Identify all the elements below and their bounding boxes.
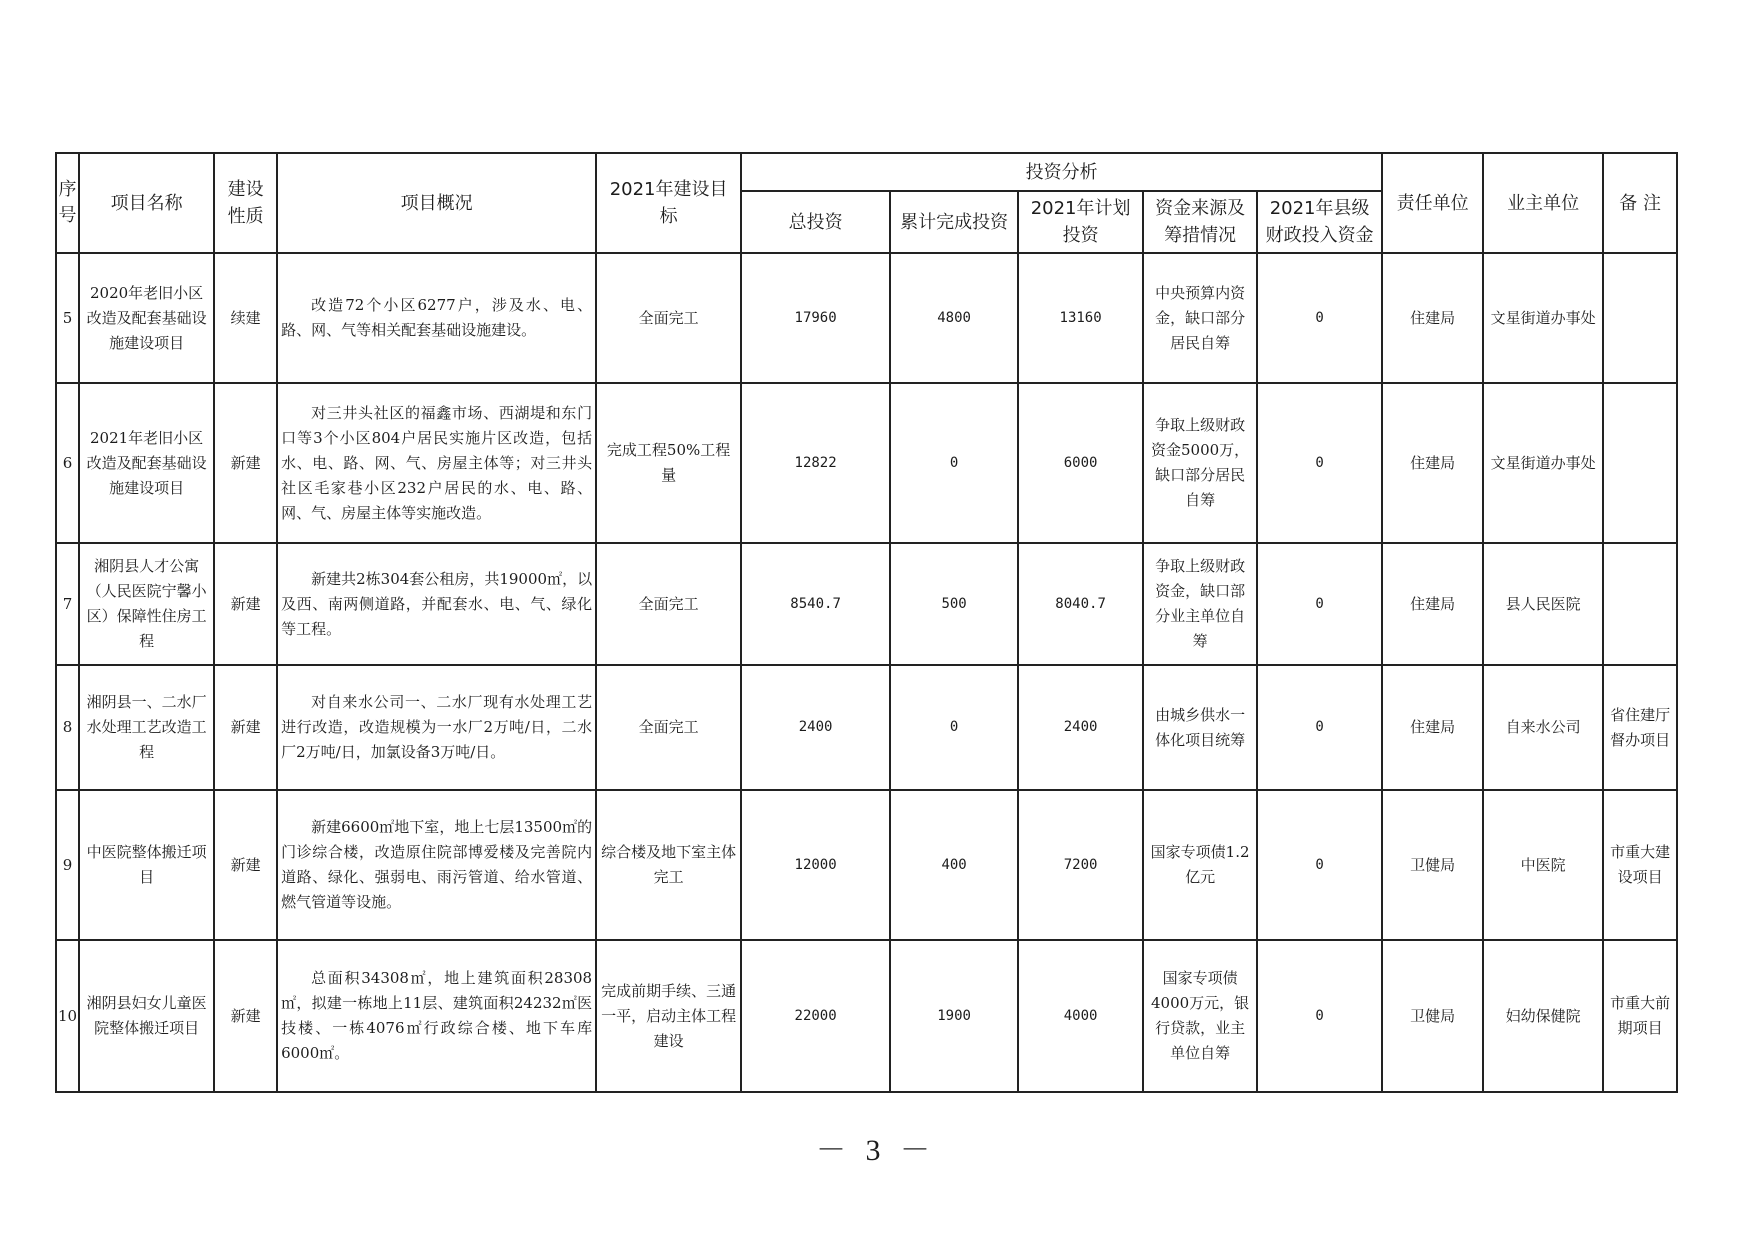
cell-plan-2021: 4000 xyxy=(1018,940,1143,1092)
cell-total: 22000 xyxy=(741,940,890,1092)
cell-total: 17960 xyxy=(741,253,890,383)
cell-responsible: 住建局 xyxy=(1382,253,1483,383)
cell-total: 8540.7 xyxy=(741,543,890,665)
header-plan-2021: 2021年计划投资 xyxy=(1018,191,1143,253)
cell-funding: 中央预算内资金，缺口部分居民自筹 xyxy=(1143,253,1257,383)
cell-nature: 新建 xyxy=(214,543,277,665)
header-nature: 建设性质 xyxy=(214,153,277,253)
cell-funding: 争取上级财政资金，缺口部分业主单位自筹 xyxy=(1143,543,1257,665)
cell-target: 综合楼及地下室主体完工 xyxy=(596,790,741,940)
header-target: 2021年建设目标 xyxy=(596,153,741,253)
cell-target: 完成前期手续、三通一平，启动主体工程建设 xyxy=(596,940,741,1092)
cell-owner: 县人民医院 xyxy=(1483,543,1603,665)
table-row xyxy=(56,543,1677,665)
cell-name: 湘阴县妇女儿童医院整体搬迁项目 xyxy=(79,940,214,1092)
cell-nature: 新建 xyxy=(214,790,277,940)
cell-cumulative: 500 xyxy=(890,543,1018,665)
cell-remarks xyxy=(1603,383,1677,543)
header-remarks: 备 注 xyxy=(1603,153,1677,253)
cell-seq: 9 xyxy=(56,790,79,940)
cell-county-fiscal: 0 xyxy=(1257,665,1382,790)
cell-owner: 自来水公司 xyxy=(1483,665,1603,790)
investment-project-table xyxy=(55,152,1678,1093)
cell-funding: 争取上级财政资金5000万，缺口部分居民自筹 xyxy=(1143,383,1257,543)
cell-name: 2020年老旧小区改造及配套基础设施建设项目 xyxy=(79,253,214,383)
header-total-investment: 总投资 xyxy=(741,191,890,253)
cell-responsible: 卫健局 xyxy=(1382,940,1483,1092)
cell-responsible: 住建局 xyxy=(1382,383,1483,543)
table-row xyxy=(56,383,1677,543)
cell-responsible: 卫健局 xyxy=(1382,790,1483,940)
cell-plan-2021: 7200 xyxy=(1018,790,1143,940)
cell-name: 中医院整体搬迁项目 xyxy=(79,790,214,940)
cell-nature: 续建 xyxy=(214,253,277,383)
header-overview: 项目概况 xyxy=(277,153,596,253)
cell-seq: 5 xyxy=(56,253,79,383)
cell-name: 湘阴县人才公寓（人民医院宁馨小区）保障性住房工程 xyxy=(79,543,214,665)
cell-owner: 文星街道办事处 xyxy=(1483,383,1603,543)
cell-total: 12000 xyxy=(741,790,890,940)
cell-target: 全面完工 xyxy=(596,665,741,790)
cell-overview: 新建6600㎡地下室，地上七层13500㎡的门诊综合楼，改造原住院部博爱楼及完善院内道路、绿化、强弱电、雨污管道、给水管道、燃气管道等设施。 xyxy=(277,790,596,940)
cell-owner: 文星街道办事处 xyxy=(1483,253,1603,383)
cell-nature: 新建 xyxy=(214,665,277,790)
header-responsible: 责任单位 xyxy=(1382,153,1483,253)
investment-table-container xyxy=(55,152,1678,1093)
page-number: － 3 － xyxy=(816,1134,936,1167)
header-county-fiscal: 2021年县级财政投入资金 xyxy=(1257,191,1382,253)
cell-owner: 妇幼保健院 xyxy=(1483,940,1603,1092)
cell-county-fiscal: 0 xyxy=(1257,383,1382,543)
cell-funding: 国家专项债4000万元，银行贷款，业主单位自筹 xyxy=(1143,940,1257,1092)
cell-remarks: 市重大前期项目 xyxy=(1603,940,1677,1092)
table-row xyxy=(56,665,1677,790)
cell-county-fiscal: 0 xyxy=(1257,543,1382,665)
cell-target: 全面完工 xyxy=(596,253,741,383)
cell-name: 湘阴县一、二水厂水处理工艺改造工程 xyxy=(79,665,214,790)
cell-overview: 改造72个小区6277户，涉及水、电、路、网、气等相关配套基础设施建设。 xyxy=(277,253,596,383)
cell-funding: 由城乡供水一体化项目统筹 xyxy=(1143,665,1257,790)
cell-target: 全面完工 xyxy=(596,543,741,665)
cell-nature: 新建 xyxy=(214,383,277,543)
cell-seq: 7 xyxy=(56,543,79,665)
cell-total: 2400 xyxy=(741,665,890,790)
cell-county-fiscal: 0 xyxy=(1257,940,1382,1092)
cell-name: 2021年老旧小区改造及配套基础设施建设项目 xyxy=(79,383,214,543)
cell-seq: 10 xyxy=(56,940,79,1092)
cell-overview: 新建共2栋304套公租房，共19000㎡，以及西、南两侧道路，并配套水、电、气、绿化等工程。 xyxy=(277,543,596,665)
cell-cumulative: 1900 xyxy=(890,940,1018,1092)
table-row xyxy=(56,790,1677,940)
cell-cumulative: 0 xyxy=(890,383,1018,543)
cell-overview: 对自来水公司一、二水厂现有水处理工艺进行改造，改造规模为一水厂2万吨/日，二水厂2万吨/日，加氯设备3万吨/日。 xyxy=(277,665,596,790)
cell-nature: 新建 xyxy=(214,940,277,1092)
header-cumulative-investment: 累计完成投资 xyxy=(890,191,1018,253)
table-row xyxy=(56,253,1677,383)
cell-county-fiscal: 0 xyxy=(1257,790,1382,940)
cell-funding: 国家专项债1.2亿元 xyxy=(1143,790,1257,940)
cell-owner: 中医院 xyxy=(1483,790,1603,940)
header-seq: 序号 xyxy=(56,153,79,253)
cell-remarks: 市重大建设项目 xyxy=(1603,790,1677,940)
cell-responsible: 住建局 xyxy=(1382,665,1483,790)
header-owner: 业主单位 xyxy=(1483,153,1603,253)
cell-cumulative: 4800 xyxy=(890,253,1018,383)
header-name: 项目名称 xyxy=(79,153,214,253)
cell-county-fiscal: 0 xyxy=(1257,253,1382,383)
cell-target: 完成工程50%工程量 xyxy=(596,383,741,543)
cell-remarks xyxy=(1603,543,1677,665)
cell-seq: 8 xyxy=(56,665,79,790)
cell-plan-2021: 13160 xyxy=(1018,253,1143,383)
header-funding: 资金来源及筹措情况 xyxy=(1143,191,1257,253)
cell-seq: 6 xyxy=(56,383,79,543)
cell-plan-2021: 2400 xyxy=(1018,665,1143,790)
header-investment-analysis: 投资分析 xyxy=(741,153,1382,191)
cell-remarks xyxy=(1603,253,1677,383)
cell-remarks: 省住建厅督办项目 xyxy=(1603,665,1677,790)
cell-cumulative: 400 xyxy=(890,790,1018,940)
cell-plan-2021: 6000 xyxy=(1018,383,1143,543)
table-row xyxy=(56,940,1677,1092)
cell-responsible: 住建局 xyxy=(1382,543,1483,665)
cell-cumulative: 0 xyxy=(890,665,1018,790)
cell-total: 12822 xyxy=(741,383,890,543)
cell-overview: 对三井头社区的福鑫市场、西湖堤和东门口等3个小区804户居民实施片区改造，包括水、电、路、网、气、房屋主体等；对三井头社区毛家巷小区232户居民的水、电、路、网、气、房屋主体等实施改造。 xyxy=(277,383,596,543)
cell-overview: 总面积34308㎡，地上建筑面积28308㎡，拟建一栋地上11层、建筑面积24232㎡医技楼、一栋4076㎡行政综合楼、地下车库6000㎡。 xyxy=(277,940,596,1092)
cell-plan-2021: 8040.7 xyxy=(1018,543,1143,665)
